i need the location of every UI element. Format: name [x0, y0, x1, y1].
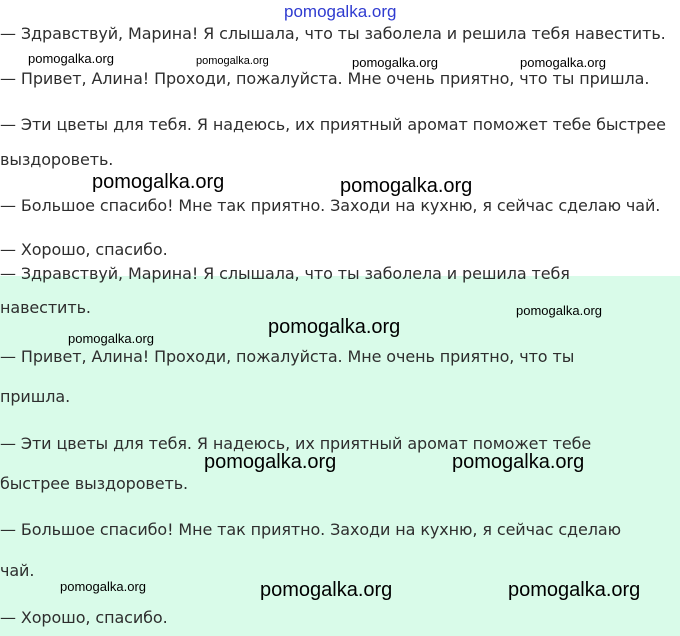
dialogue-line: — Привет, Алина! Проходи, пожалуйста. Мне очень приятно, что ты [0, 347, 575, 366]
dialogue-line: навестить. [0, 298, 91, 317]
dialogue-line-clipped: — Здравствуй, Марина! Я слышала, что ты заболела и решила тебя [0, 264, 570, 283]
dialogue-line: выздороветь. [0, 150, 114, 169]
watermark: pomogalka.org [204, 451, 337, 473]
watermark: pomogalka.org [452, 451, 585, 473]
dialogue-line: — Здравствуй, Марина! Я слышала, что ты заболела и решила тебя навестить. [0, 24, 666, 43]
dialogue-line: — Большое спасибо! Мне так приятно. Заходи на кухню, я сейчас сделаю чай. [0, 196, 661, 215]
dialogue-line: — Большое спасибо! Мне так приятно. Заходи на кухню, я сейчас сделаю [0, 520, 621, 539]
watermark: pomogalka.org [508, 579, 641, 601]
watermark: pomogalka.org [284, 2, 397, 21]
dialogue-line: чай. [0, 561, 35, 580]
clipped-line-wrapper [0, 264, 680, 284]
watermark: pomogalka.org [352, 55, 438, 70]
watermark: pomogalka.org [196, 55, 269, 67]
watermark: pomogalka.org [520, 55, 606, 70]
dialogue-line: пришла. [0, 387, 71, 406]
watermark: pomogalka.org [28, 51, 114, 66]
dialogue-line: — Хорошо, спасибо. [0, 240, 168, 259]
watermark: pomogalka.org [68, 331, 154, 346]
dialogue-line: — Привет, Алина! Проходи, пожалуйста. Мне очень приятно, что ты пришла. [0, 69, 650, 88]
dialogue-line: — Эти цветы для тебя. Я надеюсь, их приятный аромат поможет тебе быстрее [0, 115, 666, 134]
dialogue-line: быстрее выздороветь. [0, 474, 189, 493]
dialogue-line: — Хорошо, спасибо. [0, 608, 168, 627]
dialogue-line: — Эти цветы для тебя. Я надеюсь, их приятный аромат поможет тебе [0, 434, 592, 453]
watermark: pomogalka.org [340, 175, 473, 197]
watermark: pomogalka.org [516, 303, 602, 318]
watermark: pomogalka.org [92, 171, 225, 193]
upper-dialogue-panel [0, 0, 680, 276]
watermark: pomogalka.org [60, 579, 146, 594]
watermark: pomogalka.org [268, 316, 401, 338]
watermark: pomogalka.org [260, 579, 393, 601]
